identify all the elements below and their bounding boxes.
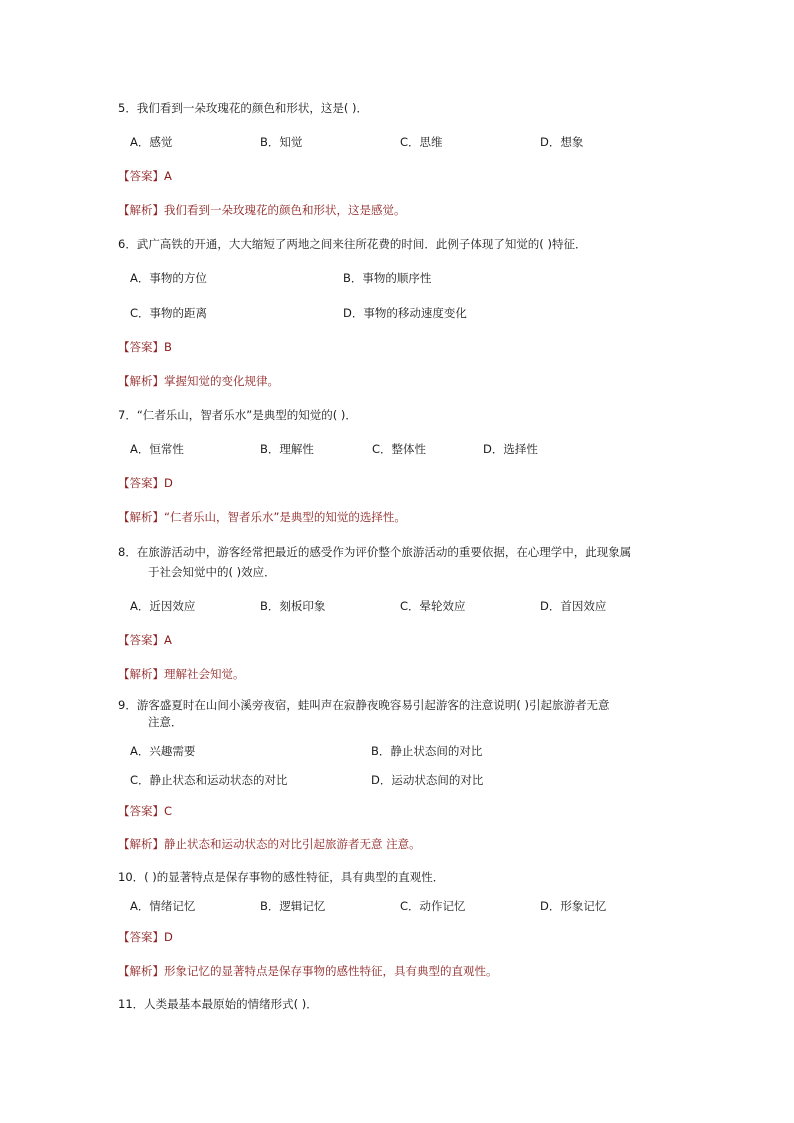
question-5-stem: 5．我们看到一朵玫瑰花的颜色和形状，这是( )． — [118, 101, 368, 115]
question-9-option-d: D．运动状态间的对比 — [371, 773, 484, 787]
answer-value: B — [164, 340, 172, 354]
question-7-option-c: C．整体性 — [372, 442, 427, 456]
analysis-tag: 【解析】 — [118, 203, 164, 217]
question-10-answer — [118, 929, 173, 945]
analysis-text: 我们看到一朵玫瑰花的颜色和形状，这是感觉。 — [164, 203, 406, 217]
question-10-option-d: D．形象记忆 — [540, 899, 607, 913]
question-7-stem: 7．“仁者乐山，智者乐水”是典型的知觉的( )． — [118, 408, 357, 422]
question-9-option-b: B．静止状态间的对比 — [371, 744, 483, 758]
answer-value: C — [164, 804, 173, 818]
question-5-analysis — [118, 202, 406, 218]
analysis-tag: 【解析】 — [118, 964, 164, 978]
question-10-option-a: A．情绪记忆 — [130, 899, 196, 913]
analysis-text: 理解社会知觉。 — [164, 667, 245, 681]
answer-tag: 【答案】 — [118, 804, 164, 818]
question-6-answer — [118, 339, 172, 355]
question-9-option-c: C．静止状态和运动状态的对比 — [130, 773, 288, 787]
question-7-answer — [118, 475, 173, 491]
question-9-analysis — [118, 836, 421, 852]
question-11-stem: 11．人类最基本最原始的情绪形式( )． — [118, 997, 318, 1011]
analysis-text: “仁者乐山，智者乐水”是典型的知觉的选择性。 — [164, 510, 406, 524]
answer-value: D — [164, 476, 173, 490]
answer-value: A — [164, 633, 172, 647]
question-7-analysis — [118, 509, 406, 525]
question-5-option-d: D．想象 — [540, 135, 584, 149]
answer-tag: 【答案】 — [118, 633, 164, 647]
question-8-option-a: A．近因效应 — [130, 599, 196, 613]
question-9-answer — [118, 803, 172, 819]
question-8-stem: 8．在旅游活动中，游客经常把最近的感受作为评价整个旅游活动的重要依据，在心理学中，此现象属 — [118, 545, 632, 559]
question-6-option-c: C．事物的距离 — [130, 306, 208, 320]
analysis-text: 形象记忆的显著特点是保存事物的感性特征，具有典型的直观性。 — [164, 964, 498, 978]
question-8-answer — [118, 632, 172, 648]
question-5-option-a: A．感觉 — [130, 135, 173, 149]
question-8-stem-continued: 于社会知觉中的( )效应． — [148, 565, 276, 579]
question-5-answer — [118, 168, 172, 184]
answer-tag: 【答案】 — [118, 169, 164, 183]
analysis-tag: 【解析】 — [118, 374, 164, 388]
question-8-option-b: B．刻板印象 — [260, 599, 326, 613]
question-10-option-c: C．动作记忆 — [400, 899, 466, 913]
question-5-option-c: C．思维 — [400, 135, 443, 149]
question-7-option-b: B．理解性 — [260, 442, 314, 456]
question-8-option-c: C．晕轮效应 — [400, 599, 466, 613]
analysis-text: 静止状态和运动状态的对比引起旅游者无意 注意。 — [164, 837, 421, 851]
question-10-option-b: B．逻辑记忆 — [260, 899, 326, 913]
question-6-option-b: B．事物的顺序性 — [343, 271, 432, 285]
question-9-stem: 9．游客盛夏时在山间小溪旁夜宿，蛙叫声在寂静夜晚容易引起游客的注意说明( )引起旅游者无意 — [118, 698, 610, 712]
question-6-option-a: A．事物的方位 — [130, 271, 207, 285]
answer-tag: 【答案】 — [118, 930, 164, 944]
answer-value: D — [164, 930, 173, 944]
analysis-tag: 【解析】 — [118, 667, 164, 681]
question-7-option-d: D．选择性 — [483, 442, 538, 456]
analysis-text: 掌握知觉的变化规律。 — [164, 374, 279, 388]
answer-tag: 【答案】 — [118, 476, 164, 490]
question-9-option-a: A．兴趣需要 — [130, 744, 196, 758]
question-6-analysis — [118, 373, 279, 389]
question-7-option-a: A．恒常性 — [130, 442, 184, 456]
question-10-analysis — [118, 963, 498, 979]
question-8-option-d: D．首因效应 — [540, 599, 607, 613]
question-10-stem: 10．( )的显著特点是保存事物的感性特征，具有典型的直观性． — [118, 870, 445, 884]
answer-value: A — [164, 169, 172, 183]
question-9-stem-continued: 注意． — [148, 715, 183, 729]
question-5-option-b: B．知觉 — [260, 135, 303, 149]
question-6-stem: 6．武广高铁的开通，大大缩短了两地之间来往所花费的时间．此例子体现了知觉的( )特征． — [118, 237, 587, 251]
analysis-tag: 【解析】 — [118, 510, 164, 524]
question-8-analysis — [118, 666, 245, 682]
analysis-tag: 【解析】 — [118, 837, 164, 851]
question-6-option-d: D．事物的移动速度变化 — [343, 306, 467, 320]
answer-tag: 【答案】 — [118, 340, 164, 354]
